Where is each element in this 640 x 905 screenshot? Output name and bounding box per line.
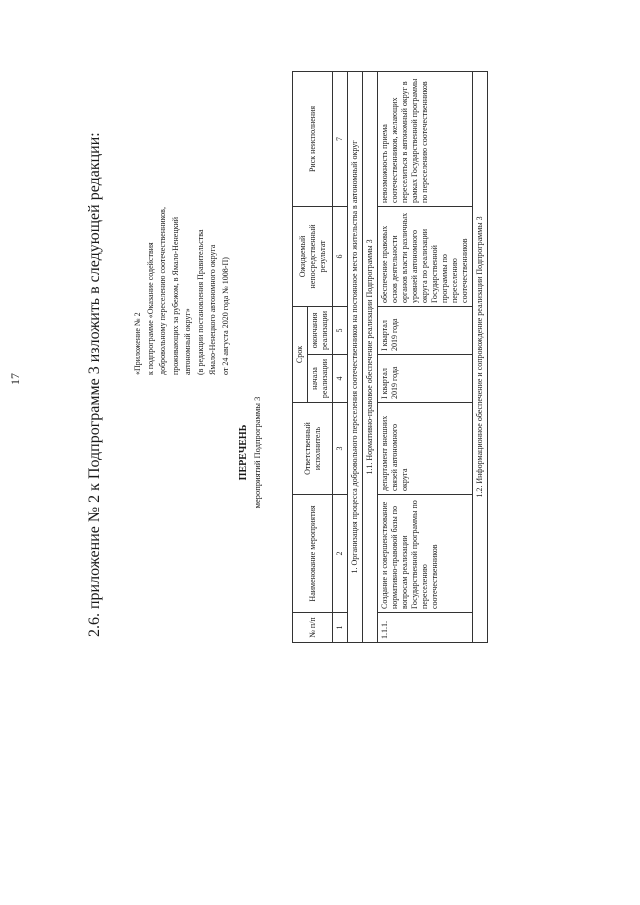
section-row [473,71,488,642]
row-name: Создание и совершенствование нормативно-правовой базы по вопросам реализации Государственной программы по переселению соотечественников [378,495,473,613]
column-number: 7 [333,71,348,206]
header-result: Ожидаемый непосредственный результат [293,206,333,306]
row-executor: департамент внешних связей автономного округа [378,403,473,495]
list-title: ПЕРЕЧЕНЬ [238,424,249,481]
annex-note-line: автономный округ» [183,308,192,375]
section-1-1-heading: 1.1. Нормативно-правовое обеспечение реализации Подпрограммы 3 [363,71,378,642]
annex-note-line: от 24 августа 2020 года № 1008-П) [220,257,230,375]
annex-note-line: проживающих за рубежом, в Ямало-Ненецкий [170,216,180,375]
row-start: I квартал 2019 года [378,355,473,403]
section-heading: 2.6. приложение № 2 к Подпрограмме 3 изложить в следующей редакции: [86,132,103,637]
annex-note-line: (в редакции постановления Правительства [195,229,205,375]
page-number: 17 [8,373,22,385]
annex-note-line: Ямало-Ненецкого автономного округа [208,244,217,375]
header-start: начала реализации [308,355,333,403]
column-number: 3 [333,403,348,495]
section-1-heading: 1. Организация процесса добровольного переселения соотечественников на постоянное место жительства в автономный округ [348,71,363,642]
list-subtitle: мероприятий Подпрограммы 3 [252,396,262,509]
section-1-2-heading: 1.2. Информационное обеспечение и сопровождение реализации Подпрограммы 3 [473,71,488,642]
column-number: 2 [333,495,348,613]
column-number: 4 [333,355,348,403]
table-row [378,71,473,642]
header-num: № п/п [293,613,333,643]
table-header-row [293,71,308,642]
header-risk: Риск неисполнения [293,71,333,206]
header-name: Наименование мероприятия [293,495,333,613]
annex-note-line: «Приложение № 2 [133,312,142,375]
row-risk: невозможность приема соотечественников, желающих переселиться в автономный округ в рамках Государственной программы по переселению соотечественников [378,71,473,206]
row-end: I квартал 2019 года [378,306,473,354]
annex-note-line: к подпрограмме «Оказание содействия [145,242,155,375]
annex-note-line: добровольному переселению соотечественников, [158,207,167,375]
header-end: окончания реализации [308,306,333,354]
column-number: 1 [333,613,348,643]
row-result: обеспечение правовых основ деятельности органов власти различных уровней автономного округа по реализации Государственной программы по переселению соотечественников [378,206,473,306]
column-number-row [333,71,348,642]
section-row [363,71,378,642]
column-number: 6 [333,206,348,306]
section-row [348,71,363,642]
row-num: 1.1.1. [378,613,473,643]
header-executor: Ответственный исполнитель [293,403,333,495]
annex-note [132,75,232,375]
header-term: Срок [293,306,308,402]
column-number: 5 [333,306,348,354]
measures-table [292,71,488,643]
